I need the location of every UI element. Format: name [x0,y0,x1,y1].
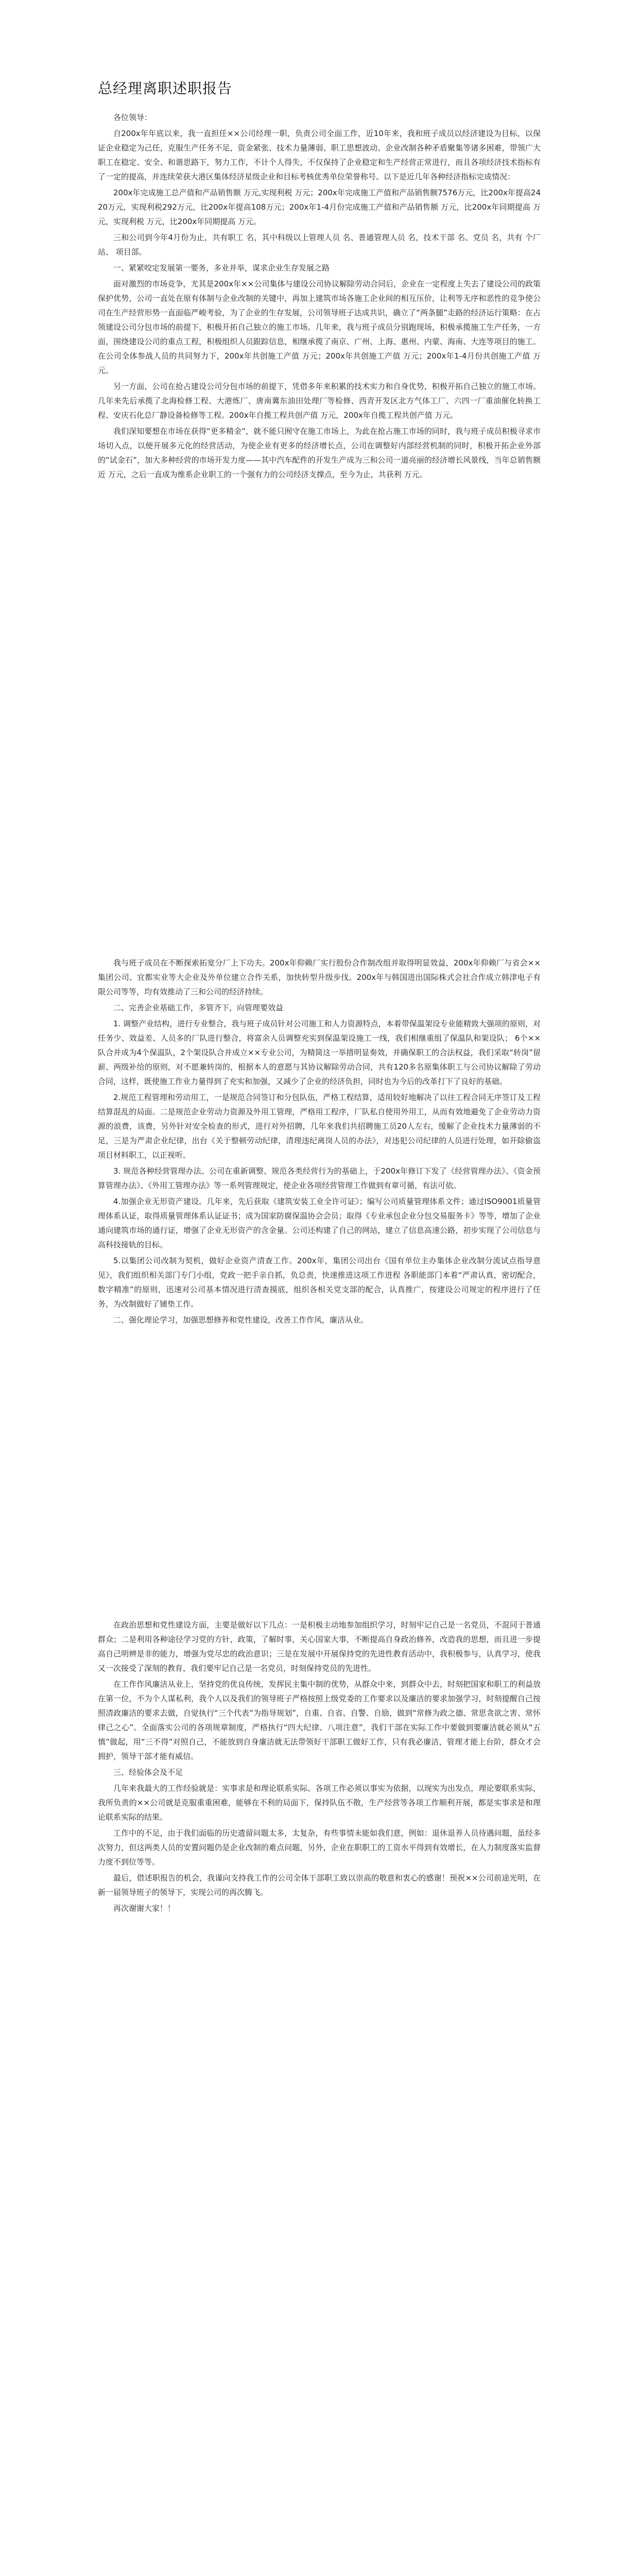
labor-management-paragraph: 2.规范工程管理和劳动用工，一是规范合同签订和分包队伍，严格工程结算，适用较好地解决了以往工程合同无序签订及工程结算混乱的局面。二是规范企业劳动力资源及外用工管理，严格用工程序，厂队私自使用外用工，从而有效地避免了企业劳动力资源的浪费，该费，另外针对安全检查的形式，进行对外招聘，几年来我们共招聘施工员20人左右，缓解了企业技术力量薄弱的不足，三是为严肃企业纪律，出台《关于整顿劳动纪律，清理违纪离岗人员的办法》，对违犯公司纪律的人员进行处理，如开除偷盗项目材料职工，以正视听。 [98,1093,541,1160]
integrity-paragraph: 在工作作风廉洁从业上，坚持党的优良传统，发挥民主集中制的优势，从群众中来，到群众中去，时刻把国家和职工的利益放在第一位，不为个人谋私利，我个人以及我们的领导班子严格按照上级党委的工作要求以及廉洁的要求加强学习，时刻提醒自己按照清政廉洁的要求去做，自觉执行“三个代表”为指导规划”，自重、自省、自警、自励，做到“常修为政之德、常思贪欲之害、常怀律己之心”。全面落实公司的各项规章制度，严格执行“四大纪律、八项注意”，我们干部在实际工作中要做到要廉洁就必须从“五慎”做起，用“三不得”对照自己，不能放到自身廉洁就无法带领好干部职工做好工作，只有我必廉洁，管理才能上台阶，群众才会拥护，领导干部才能有威信。 [98,1680,541,1761]
independent-market-paragraph: 另一方面，公司在抢占建设公司分包市场的前提下，凭借多年来积累的技术实力和自身优势，积极开拓自己独立的施工市场。几年来先后承揽了北海检修工程、大港炼厂、唐南冀东油田处理厂等检修、西青开发区北方气体工厂、六四一厂重油催化转换工程、安庆石化总厂静设备检修等工程。200x年自揽工程共创产值 万元，200x年自揽工程共创产值 万元。 [98,382,541,420]
shortcomings-paragraph: 工作中的不足，由于我们面临的历史遗留问题太多，太复杂，有些事情未能如我们意，例如：退休退养人员待遇问题，虽经多次努力，但这两类人员的安置问题仍是企业改制的难点问题，另外，企业在职职工的工资水平得到有效增长，在人力制度落实监督力度不到位等等。 [98,1828,541,1867]
indicators-paragraph: 200x年完成施工总产值和产品销售额 万元,实现利税 万元；200x年完成施工产值和产品销售额7576万元，比200x年提高2420万元，实现利税292万元，比200x年提高108万元；200x年1-4月份完成施工产值和产品销售额 万元，比200x年同期提高 万元，实现利税 万元，比200x年同期提高 万元。 [98,188,541,226]
thanks-paragraph: 再次谢谢大家！！ [113,1904,176,1913]
section-heading-2: 二、完善企业基础工作，多管齐下，向管理要效益 [113,1003,284,1012]
closing-paragraph: 最后，借述职报告的机会，我谨向支持我工作的公司全体干部职工致以崇高的敬意和衷心的感谢！预祝××公司前途光明，在新一届领导班子的领导下，实现公司的再次腾飞。 [98,1873,541,1897]
salutation: 各位领导： [113,113,152,122]
management-rules-paragraph: 3. 规范各种经营管理办法。公司在重新调整、规范各类经营行为的基础上，于200x年修订下发了《经营管理办法》、《资金预算管理办法》、《外用工管理办法》等一系列管理规定，使企业各项经营管理工作做到有章可循，有法可依。 [98,1166,541,1190]
staff-paragraph: 三和公司到今年4月份为止，共有职工 名，其中科级以上管理人员 名、普通管理人员 名，技术干部 名、党员 名，共有 个厂站、 项目部。 [98,233,541,257]
section-heading-4: 三、经验体会及不足 [113,1768,183,1777]
section-heading-3: 二、强化理论学习，加强思想修养和党性建设，改善工作作风，廉洁从业。 [113,1315,369,1325]
report-page-2 [98,956,541,1329]
intro-paragraph: 自200x年年底以来，我一直担任××公司经理一职，负责公司全面工作，近10年来，我和班子成员以经济建设为目标，以保证企业稳定为己任，克服生产任务不足，资金紧张、技术力量薄弱、职工思想波动、企业改制各种矛盾聚集等诸多困难，带领广大职工在稳定、安全、和谐思路下，努力工作，不计个人得失，不仅保持了企业稳定和生产经营正常进行，而且各项经济技术指标有了一定的提高，并连续荣获大港区集体经济星级企业和目标考核优秀单位荣誉称号。以下是近几年各种经济指标完成情况： [98,129,541,181]
experience-paragraph: 几年来我最大的工作经验就是：实事求是和理论联系实际。各项工作必须以事实为依据，以现实为出发点，理论要联系实际，我所负责的××公司就是克服重重困难，能够在不利的局面下，保持队伍不散，生产经营等各项工作顺利开展，都是实事求是和理论联系实际的结果。 [98,1784,541,1822]
political-paragraph: 在政治思想和党性建设方面，主要是做好以下几点：一是积极主动地参加组织学习，时刻牢记自己是一名党员，不混同于普通群众；二是利用各种途径学习党的方针，政策，了解时事，关心国家大事，不断提高自身政治修养，改造我的思想，而且进一步提高自己明辨是非的能力，增强为党尽忠的政治意识；三是在发展中开展保持党的先进性教育活动中，我积极参与，认真学习，使我又一次接受了深刻的教育，我们要牢记自己是一名党员，时刻保持党员的先进性。 [98,1620,541,1673]
report-page-3 [98,1618,541,1917]
market-paragraph: 面对激烈的市场竞争，尤其是200x年××公司集体与建设公司协议解除劳动合同后，企业在一定程度上失去了建设公司的政策保护优势，公司一直处在原有体制与企业改制的关键中，再加上建筑市场各施工企业间的相互压价，让利等无序和恶性的竞争使公司在生产经营形势一直面临严峻考验，为了企业的生存发展，公司领导班子达成共识，确立了“两条腿”走路的经济运行策略：在占领建设公司分包市场的前提下，积极开拓自己独立的施工市场。几年来，我与班子成员分别跑现场，积极承揽施工生产任务，一方面，围绕建设公司的重点工程，积极组织人员跟踪信息，相继承揽了南京、广州、上海、惠州、内蒙、海南、大连等项目的施工。在公司全体参战人员的共同努力下，200x年共创施工产值 万元；200x年共创施工产值 万元；200x年1-4月份共创施工产值 万元。 [98,279,541,375]
restructure-paragraph: 1. 调整产业结构，进行专业整合，我与班子成员针对公司施工和人力资源特点，本着带保温架设专业能精致大强项的原则，对任务少、效益差、人员多的厂队进行整合，将富余人员调整充实到保温架设施工一线，我们相继重组了保温队和架设队； 6个××队合并成为4个保温队，2个架设队合并成立××专业公司，为精简这一举措明显奏效，并确保职工的合法权益，我们采取“转岗”留薪、两级补给的原则，对不愿兼转岗的，根据本人的意愿与其协议解除劳动合同，共有120多名原集体职工与公司协议解除了劳动合同，这样，既使施工作业力量得到了充实和加强，又减少了企业的经济负担，同时也为今后的改革打下了良好的基础。 [98,1019,541,1086]
asset-inventory-paragraph: 5.以集团公司改制为契机，做好企业资产清查工作。200x年，集团公司出台《国有单位主办集体企业改制分流试点指导意见》，我们组织相关部门专门小组，党政一把手亲自抓，负总责，快速推进这项工作进程 各职能部门本着“严肃认真，密切配合，数字精准”的原则，迅速对公司基本情况进行清查摸底，组织各相关党支部的配合，认真推广，按建设公司规定的程序进行了任务，为改制做好了铺垫工作。 [98,1256,541,1309]
section-heading-1: 一、紧紧咬定发展第一要务，多业并举，谋求企业生存发展之路 [113,263,330,273]
branch-expansion-paragraph: 我与班子成员在不断探索拓宽分厂上下功夫。200x年仰赖厂实行股份合作制改组并取得明显效益，200x年仰赖厂与省会××集团公司、宜都实业等大企业及外单位建立合作关系，加快转型升级步伐。200x年与韩国进出国际株式会社合作成立韩津电子有限公司等等，均有效推动了三和公司的经济持续。 [98,958,541,996]
report-title: 总经理离职述职报告 [98,80,233,97]
report-page-1 [98,77,541,483]
diversification-paragraph: 我们深知要想在市场在获得“更多精金”，就不能只囿守在施工市场上，为此在抢占施工市场的同时，我与班子成员积极寻求市场切入点，以便开展多元化的经营活动，为使企业有更多的经济增长点，公司在调整好内部经营机制的同时，积极开拓企业外部的“试金石”，加大多种经营的市场开发力度——其中汽车配件的开发生产成为三和公司一道亮丽的经济增长风景线，当年总销售额近 万元，之后一直成为维系企业职工的一个强有力的公司经济支撑点，至今为止，共获利 万元。 [98,427,541,479]
intangible-assets-paragraph: 4.加强企业无形资产建设。几年来，先后获取《建筑安装工业全许可证》；编写公司质量管理体系文件；通过ISO9001质量管理体系认证，取得质量管理体系认证证书；成为国家防腐保温协会会员；取得《专业承包企业分包交易服务卡》等等，增加了企业通向建筑市场的通行证，增强了企业无形资产的含金量。公司还构建了自己的网站，建立了信息高速公路，初步实现了公司信息与高科技接轨的目标。 [98,1197,541,1249]
